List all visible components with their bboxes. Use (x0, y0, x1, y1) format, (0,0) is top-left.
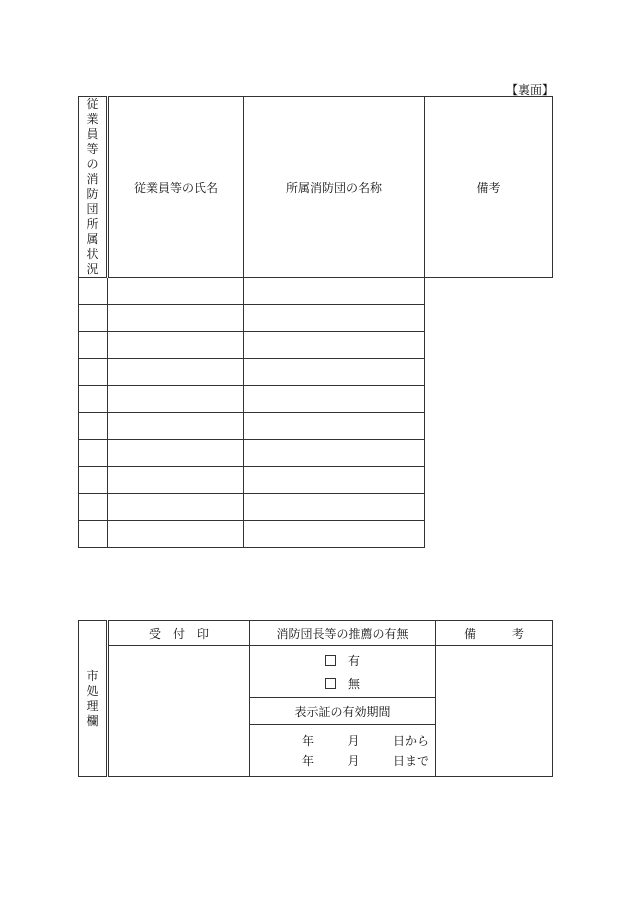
employee-side-char: の (86, 157, 99, 171)
remarks-cell[interactable] (244, 305, 425, 332)
option-no-label: 無 (347, 677, 360, 691)
brigade-name-cell[interactable] (108, 440, 244, 467)
brigade-name-header: 所属消防団の名称 (244, 97, 425, 278)
brigade-name-cell[interactable] (108, 413, 244, 440)
employee-side-char: 防 (86, 187, 99, 201)
city-remarks-header: 備 考 (436, 621, 553, 646)
validity-from-row (250, 730, 435, 750)
employee-name-cell[interactable] (79, 386, 108, 413)
employee-name-cell[interactable] (79, 305, 108, 332)
remarks-cell[interactable] (244, 440, 425, 467)
city-side-char: 処 (86, 683, 99, 698)
checkbox-no[interactable] (325, 678, 336, 689)
employee-side-char: 等 (86, 142, 99, 156)
table-row (79, 305, 553, 332)
remarks-cell[interactable] (244, 467, 425, 494)
from-day-label: 日から (392, 733, 429, 748)
employee-side-char: 状 (86, 247, 99, 261)
table-row (79, 386, 553, 413)
employee-name-cell[interactable] (79, 440, 108, 467)
remarks-cell[interactable] (244, 386, 425, 413)
employee-side-char: 従 (86, 97, 99, 111)
table-row (79, 467, 553, 494)
city-side-char: 市 (86, 668, 99, 683)
remarks-cell[interactable] (244, 413, 425, 440)
table-row (79, 494, 553, 521)
until-year-label: 年 (302, 753, 315, 768)
table-row (79, 413, 553, 440)
validity-period-area[interactable] (250, 724, 435, 776)
validity-until-row (250, 750, 435, 770)
from-year-label: 年 (302, 733, 315, 748)
city-side-char: 理 (86, 698, 99, 713)
employee-side-char: 業 (86, 112, 99, 126)
brigade-name-cell[interactable] (108, 467, 244, 494)
employee-name-cell[interactable] (79, 413, 108, 440)
table-row (79, 332, 553, 359)
city-remarks-area[interactable] (436, 646, 553, 777)
option-yes-label: 有 (347, 654, 360, 668)
brigade-name-cell[interactable] (108, 521, 244, 548)
employee-side-char: 属 (86, 232, 99, 246)
checkbox-yes[interactable] (325, 655, 336, 666)
employee-side-char: 団 (86, 202, 99, 216)
employee-section-side-label (79, 97, 108, 278)
table-row (79, 359, 553, 386)
brigade-name-cell[interactable] (108, 494, 244, 521)
recommendation-cell (250, 646, 436, 777)
receipt-stamp-area[interactable] (108, 646, 250, 777)
remarks-cell[interactable] (244, 332, 425, 359)
remarks-header: 備考 (425, 97, 553, 278)
employee-name-header: 従業員等の氏名 (108, 97, 244, 278)
remarks-cell[interactable] (244, 494, 425, 521)
employee-name-cell[interactable] (79, 521, 108, 548)
brigade-name-cell[interactable] (108, 386, 244, 413)
until-day-label: 日まで (392, 753, 429, 768)
table-row (79, 440, 553, 467)
recommendation-header: 消防団長等の推薦の有無 (250, 621, 436, 646)
validity-header: 表示証の有効期間 (250, 697, 435, 724)
table-row (79, 278, 553, 305)
employee-fire-brigade-table (78, 96, 553, 548)
receipt-stamp-header: 受 付 印 (108, 621, 250, 646)
remarks-cell[interactable] (244, 521, 425, 548)
brigade-name-cell[interactable] (108, 359, 244, 386)
employee-name-cell[interactable] (79, 494, 108, 521)
employee-side-char: 所 (86, 217, 99, 231)
brigade-name-cell[interactable] (108, 278, 244, 305)
remarks-cell[interactable] (244, 278, 425, 305)
employee-name-cell[interactable] (79, 278, 108, 305)
remarks-cell[interactable] (244, 359, 425, 386)
city-section-side-label (79, 621, 108, 777)
brigade-name-cell[interactable] (108, 305, 244, 332)
from-month-label: 月 (347, 733, 360, 748)
employee-side-char: 消 (86, 172, 99, 186)
employee-name-cell[interactable] (79, 467, 108, 494)
table-row (79, 521, 553, 548)
option-yes-row[interactable] (250, 649, 435, 672)
city-side-char: 欄 (86, 713, 99, 728)
reverse-side-label: 【裏面】 (506, 83, 555, 97)
city-processing-table (78, 620, 553, 777)
employee-side-char: 況 (86, 262, 99, 276)
until-month-label: 月 (347, 753, 360, 768)
employee-name-cell[interactable] (79, 359, 108, 386)
employee-side-char: 員 (86, 127, 99, 141)
brigade-name-cell[interactable] (108, 332, 244, 359)
option-no-row[interactable] (250, 672, 435, 695)
employee-name-cell[interactable] (79, 332, 108, 359)
